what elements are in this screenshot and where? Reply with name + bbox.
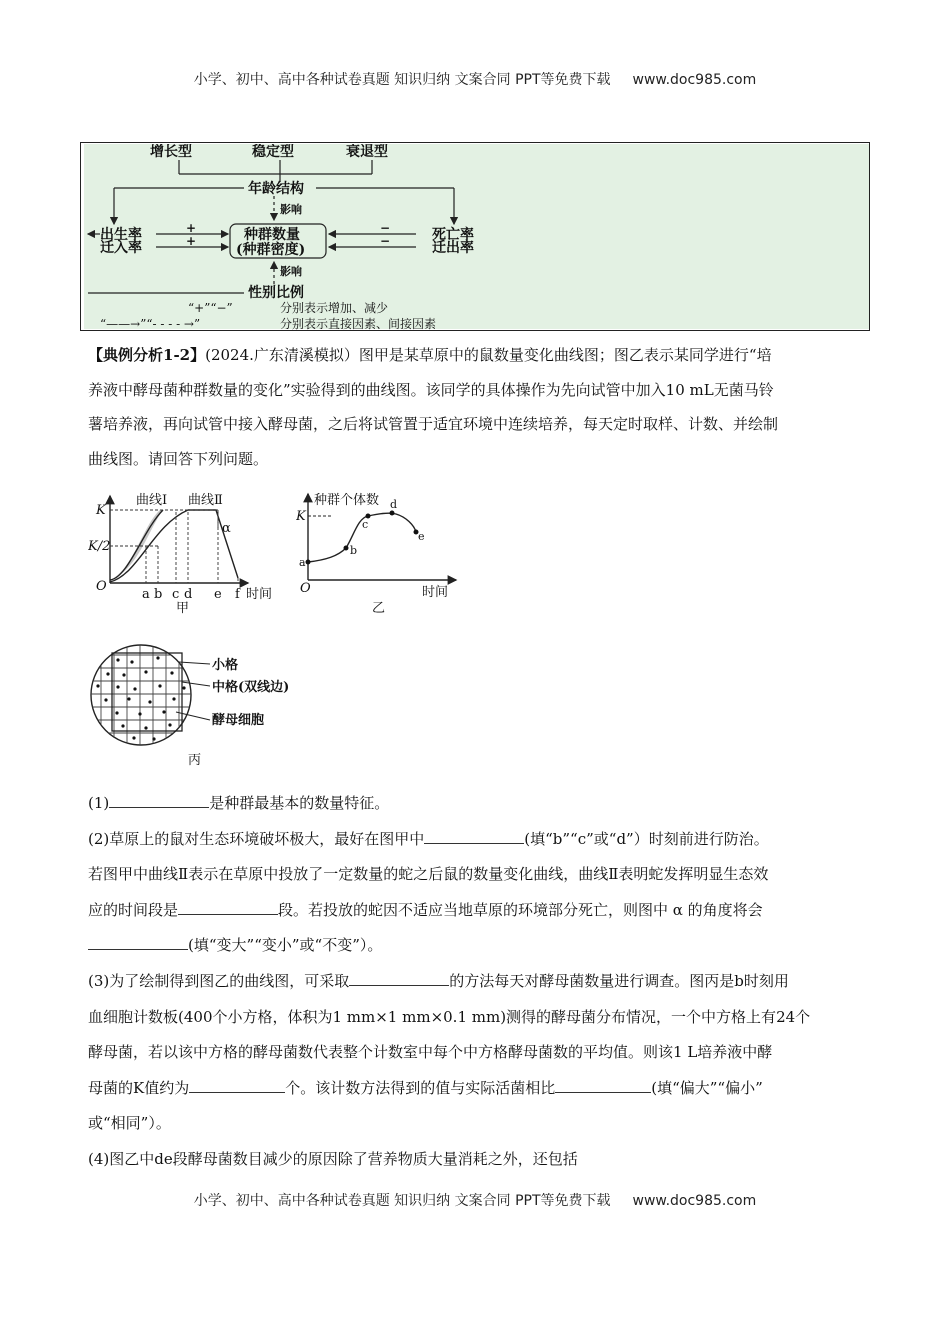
curve-2: [110, 510, 238, 582]
page-footer: [0, 1190, 950, 1210]
age-structure-label: 年龄结构: [248, 181, 304, 197]
counting-chamber: [91, 645, 191, 745]
intro-line1: (2024.广东清溪模拟）图甲是某草原中的鼠数量变化曲线图；图乙表示某同学进行“培: [205, 346, 772, 364]
figure-yi: [296, 490, 466, 620]
figure-jia: [88, 490, 288, 620]
intro-paragraph: [88, 338, 868, 476]
label-small-square: 小格: [212, 658, 239, 673]
legend2-symbols: “——→”“- - - - →”: [100, 317, 201, 330]
intro-line2: 养液中酵母菌种群数量的变化”实验得到的曲线图。该同学的具体操作为先向试管中加入10 mL无菌马铃: [88, 380, 774, 399]
type-decline: 衰退型: [346, 144, 388, 160]
answer-blank-3a[interactable]: [349, 969, 449, 986]
label-d: d: [390, 498, 398, 511]
population-factors-diagram: [84, 144, 494, 330]
point-a: [306, 560, 311, 565]
figure-bing: [88, 642, 328, 772]
tick-b: b: [154, 587, 163, 602]
point-d: [390, 511, 395, 516]
sex-ratio-label: 性别比例: [248, 285, 304, 301]
question-4: (4)图乙中de段酵母菌数目减少的原因除了营养物质大量消耗之外，还包括: [88, 1149, 578, 1168]
question-2-line3: 应的时间段是 段。若投放的蛇因不适应当地草原的环境部分死亡，则图中 α 的角度将会: [88, 893, 868, 929]
legend1-text: 分别表示增加、减少: [280, 301, 389, 315]
immigration-rate-label: 迁入率: [100, 240, 142, 256]
birth-rate-label: 出生率: [100, 227, 142, 243]
type-growth: 增长型: [150, 144, 192, 160]
answer-blank-3b[interactable]: [189, 1076, 285, 1093]
influence-label-top: 影响: [280, 203, 302, 216]
point-b: [344, 546, 349, 551]
legend2-text: 分别表示直接因素、间接因素: [280, 317, 437, 330]
question-3-line4: 母菌的K值约为 个。该计数方法得到的值与实际活菌相比 (填“偏大”“偏小”: [88, 1071, 868, 1107]
label-yeast-cell: 酵母细胞: [212, 713, 265, 728]
answer-blank-2a[interactable]: [424, 827, 524, 844]
page-header: [0, 69, 950, 89]
alpha-label: α: [222, 521, 231, 536]
footer-text: 小学、初中、高中各种试卷真题 知识归纳 文案合同 PPT等免费下载: [193, 1193, 611, 1209]
center-line1: 种群数量: [244, 227, 300, 243]
center-line2: (种群密度): [236, 242, 306, 258]
answer-blank-3c[interactable]: [555, 1076, 651, 1093]
legend1-symbols: “+”“−”: [188, 301, 233, 315]
answer-blank-1[interactable]: [109, 791, 209, 808]
minus-sign-1: −: [380, 221, 391, 235]
label-a: a: [299, 556, 306, 569]
tick-c: c: [172, 587, 180, 602]
jia-caption: 甲: [176, 601, 190, 616]
tick-e: e: [214, 587, 222, 602]
question-3-line1: (3)为了绘制得到图乙的曲线图，可采取 的方法每天对酵母菌数量进行调查。图丙是b时刻用: [88, 964, 868, 1000]
curve-1: [110, 510, 163, 580]
plus-sign-1: +: [186, 221, 197, 235]
header-site[interactable]: www.doc985.com: [632, 72, 757, 88]
emigration-rate-label: 迁出率: [432, 240, 474, 256]
minus-sign-2: −: [380, 234, 391, 248]
yi-xlabel: 时间: [422, 585, 449, 600]
header-text: 小学、初中、高中各种试卷真题 知识归纳 文案合同 PPT等免费下载: [193, 72, 611, 88]
label-b: b: [350, 544, 358, 557]
k-half-label: K/2: [88, 539, 111, 554]
question-2-line2: 若图甲中曲线Ⅱ表示在草原中投放了一定数量的蛇之后鼠的数量变化曲线，曲线Ⅱ表明蛇发挥明显生态效: [88, 865, 769, 884]
label-medium-square: 中格(双线边): [212, 680, 290, 695]
k-label: K: [96, 503, 106, 518]
questions: [88, 786, 868, 1178]
bing-caption: 丙: [188, 753, 202, 768]
yi-origin-label: O: [300, 581, 311, 596]
intro-line4: 曲线图。请回答下列问题。: [88, 449, 269, 468]
question-2-line1: (2)草原上的鼠对生态环境破坏极大，最好在图甲中 (填“b”“c”或“d”）时刻前进行防治。: [88, 822, 868, 858]
tick-d: d: [184, 587, 193, 602]
answer-blank-2b[interactable]: [178, 898, 278, 915]
origin-label: O: [96, 579, 107, 594]
label-e: e: [418, 530, 425, 543]
plus-sign-2: +: [186, 234, 197, 248]
question-3-line2: 血细胞计数板(400个小方格，体积为1 mm×1 mm×0.1 mm)测得的酵母菌分布情况，一个中方格上有24个: [88, 1007, 811, 1026]
example-tag: 【典例分析1-2】: [88, 346, 206, 364]
question-3-line5: 或“相同”）。: [88, 1114, 171, 1133]
influence-label-bottom: 影响: [280, 265, 302, 278]
question-3-line3: 酵母菌，若以该中方格的酵母菌数代表整个计数室中每个中方格酵母菌数的平均值。则该1 L培养液中酵: [88, 1043, 773, 1062]
yi-k-label: K: [296, 509, 306, 524]
intro-line3: 薯培养液，再向试管中接入酵母菌，之后将试管置于适宜环境中连续培养，每天定时取样、计数、并绘制: [88, 415, 779, 433]
death-rate-label: 死亡率: [432, 227, 474, 243]
question-1: (1) 是种群最基本的数量特征。: [88, 786, 868, 822]
footer-site[interactable]: www.doc985.com: [632, 1193, 757, 1209]
answer-blank-2c[interactable]: [88, 933, 188, 950]
label-c: c: [362, 518, 369, 531]
type-stable: 稳定型: [252, 144, 294, 160]
tick-a: a: [142, 587, 150, 602]
yi-ylabel: 种群个体数: [314, 493, 380, 508]
tick-f: f: [235, 587, 240, 602]
curve1-label: 曲线Ⅰ: [136, 493, 168, 508]
question-2-line4: (填“变大”“变小”或“不变”）。: [88, 928, 868, 964]
yi-caption: 乙: [372, 601, 386, 616]
curve2-label: 曲线Ⅱ: [188, 493, 223, 508]
jia-xlabel: 时间: [246, 587, 273, 602]
